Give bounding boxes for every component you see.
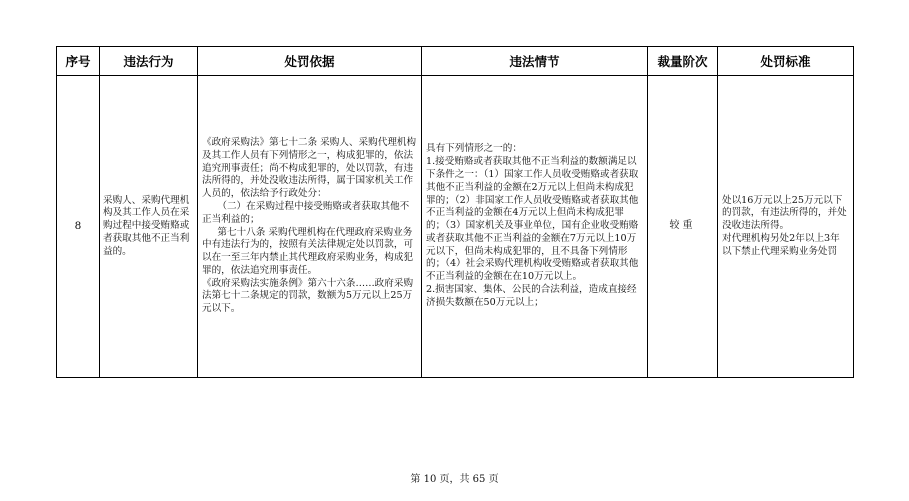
header-act: 违法行为 — [100, 47, 198, 76]
basis-paragraph: 《政府采购法》第七十二条 采购人、采购代理机构及其工作人员有下列情形之一，构成犯罪的，依法追究刑事责任；尚不构成犯罪的，处以罚款，有违法所得的，并处没收违法所得，属于国家机关工作人员的，依法给予行政处分： — [202, 136, 417, 200]
plot-paragraph: 具有下列情形之一的： — [426, 143, 522, 155]
penalty-table — [56, 46, 854, 378]
standard-paragraph: 对代理机构另处2年以上3年以下禁止代理采购业务处罚 — [722, 232, 840, 257]
cell-seq: 8 — [57, 76, 100, 378]
basis-paragraph: （二）在采购过程中接受贿赂或者获取其他不正当利益的； — [202, 200, 410, 225]
header-basis: 处罚依据 — [198, 47, 422, 76]
header-plot: 违法情节 — [422, 47, 648, 76]
header-level: 裁量阶次 — [648, 47, 718, 76]
table-header-row — [57, 47, 854, 76]
cell-penalty-standard — [718, 76, 854, 378]
cell-penalty-basis — [198, 76, 422, 378]
violation-text: 采购人、采购代理机构及其工作人员在采购过程中接受贿赂或者获取其他不正当利益的。 — [103, 194, 190, 257]
standard-paragraph: 处以16万元以上25万元以下的罚款，有违法所得的，并处没收违法所得。 — [722, 194, 847, 232]
cell-circumstances — [422, 76, 648, 378]
header-seq: 序号 — [57, 47, 100, 76]
plot-paragraph: 1.接受贿赂或者获取其他不正当利益的数额满足以下条件之一：（1）国家工作人员收受贿赂或者获取其他不正当利益的金额在2万元以上但尚未构成犯罪的；（2）非国家工作人员收受贿赂或者获取其他不正当利益的金额在4万元以上但尚未构成犯罪的；（3）国家机关及事业单位，国有企业收受贿赂或者获取其他不正当利益的金额在7万元以上10万元以下，但尚未构成犯罪的，且不具备下列情形的；（4）社会采购代理机构收受贿赂或者获取其他不正当利益的金额在在10万元以上。 — [426, 156, 639, 283]
basis-paragraph: 第七十八条 采购代理机构在代理政府采购业务中有违法行为的，按照有关法律规定处以罚款，可以在一至三年内禁止其代理政府采购业务，构成犯罪的，依法追究刑事责任。 — [202, 226, 414, 276]
table-row — [57, 76, 854, 378]
cell-violation — [100, 76, 198, 378]
plot-paragraph: 2.损害国家、集体、公民的合法利益，造成直接经济损失数额在50万元以上； — [426, 284, 637, 308]
basis-paragraph: 《政府采购法实施条例》第六十六条……政府采购法第七十二条规定的罚款，数额为5万元以上25万元以下。 — [202, 277, 414, 315]
page-number: 第 10 页，共 65 页 — [410, 474, 499, 485]
cell-discretion-level: 较重 — [648, 76, 718, 378]
header-standard: 处罚标准 — [718, 47, 854, 76]
